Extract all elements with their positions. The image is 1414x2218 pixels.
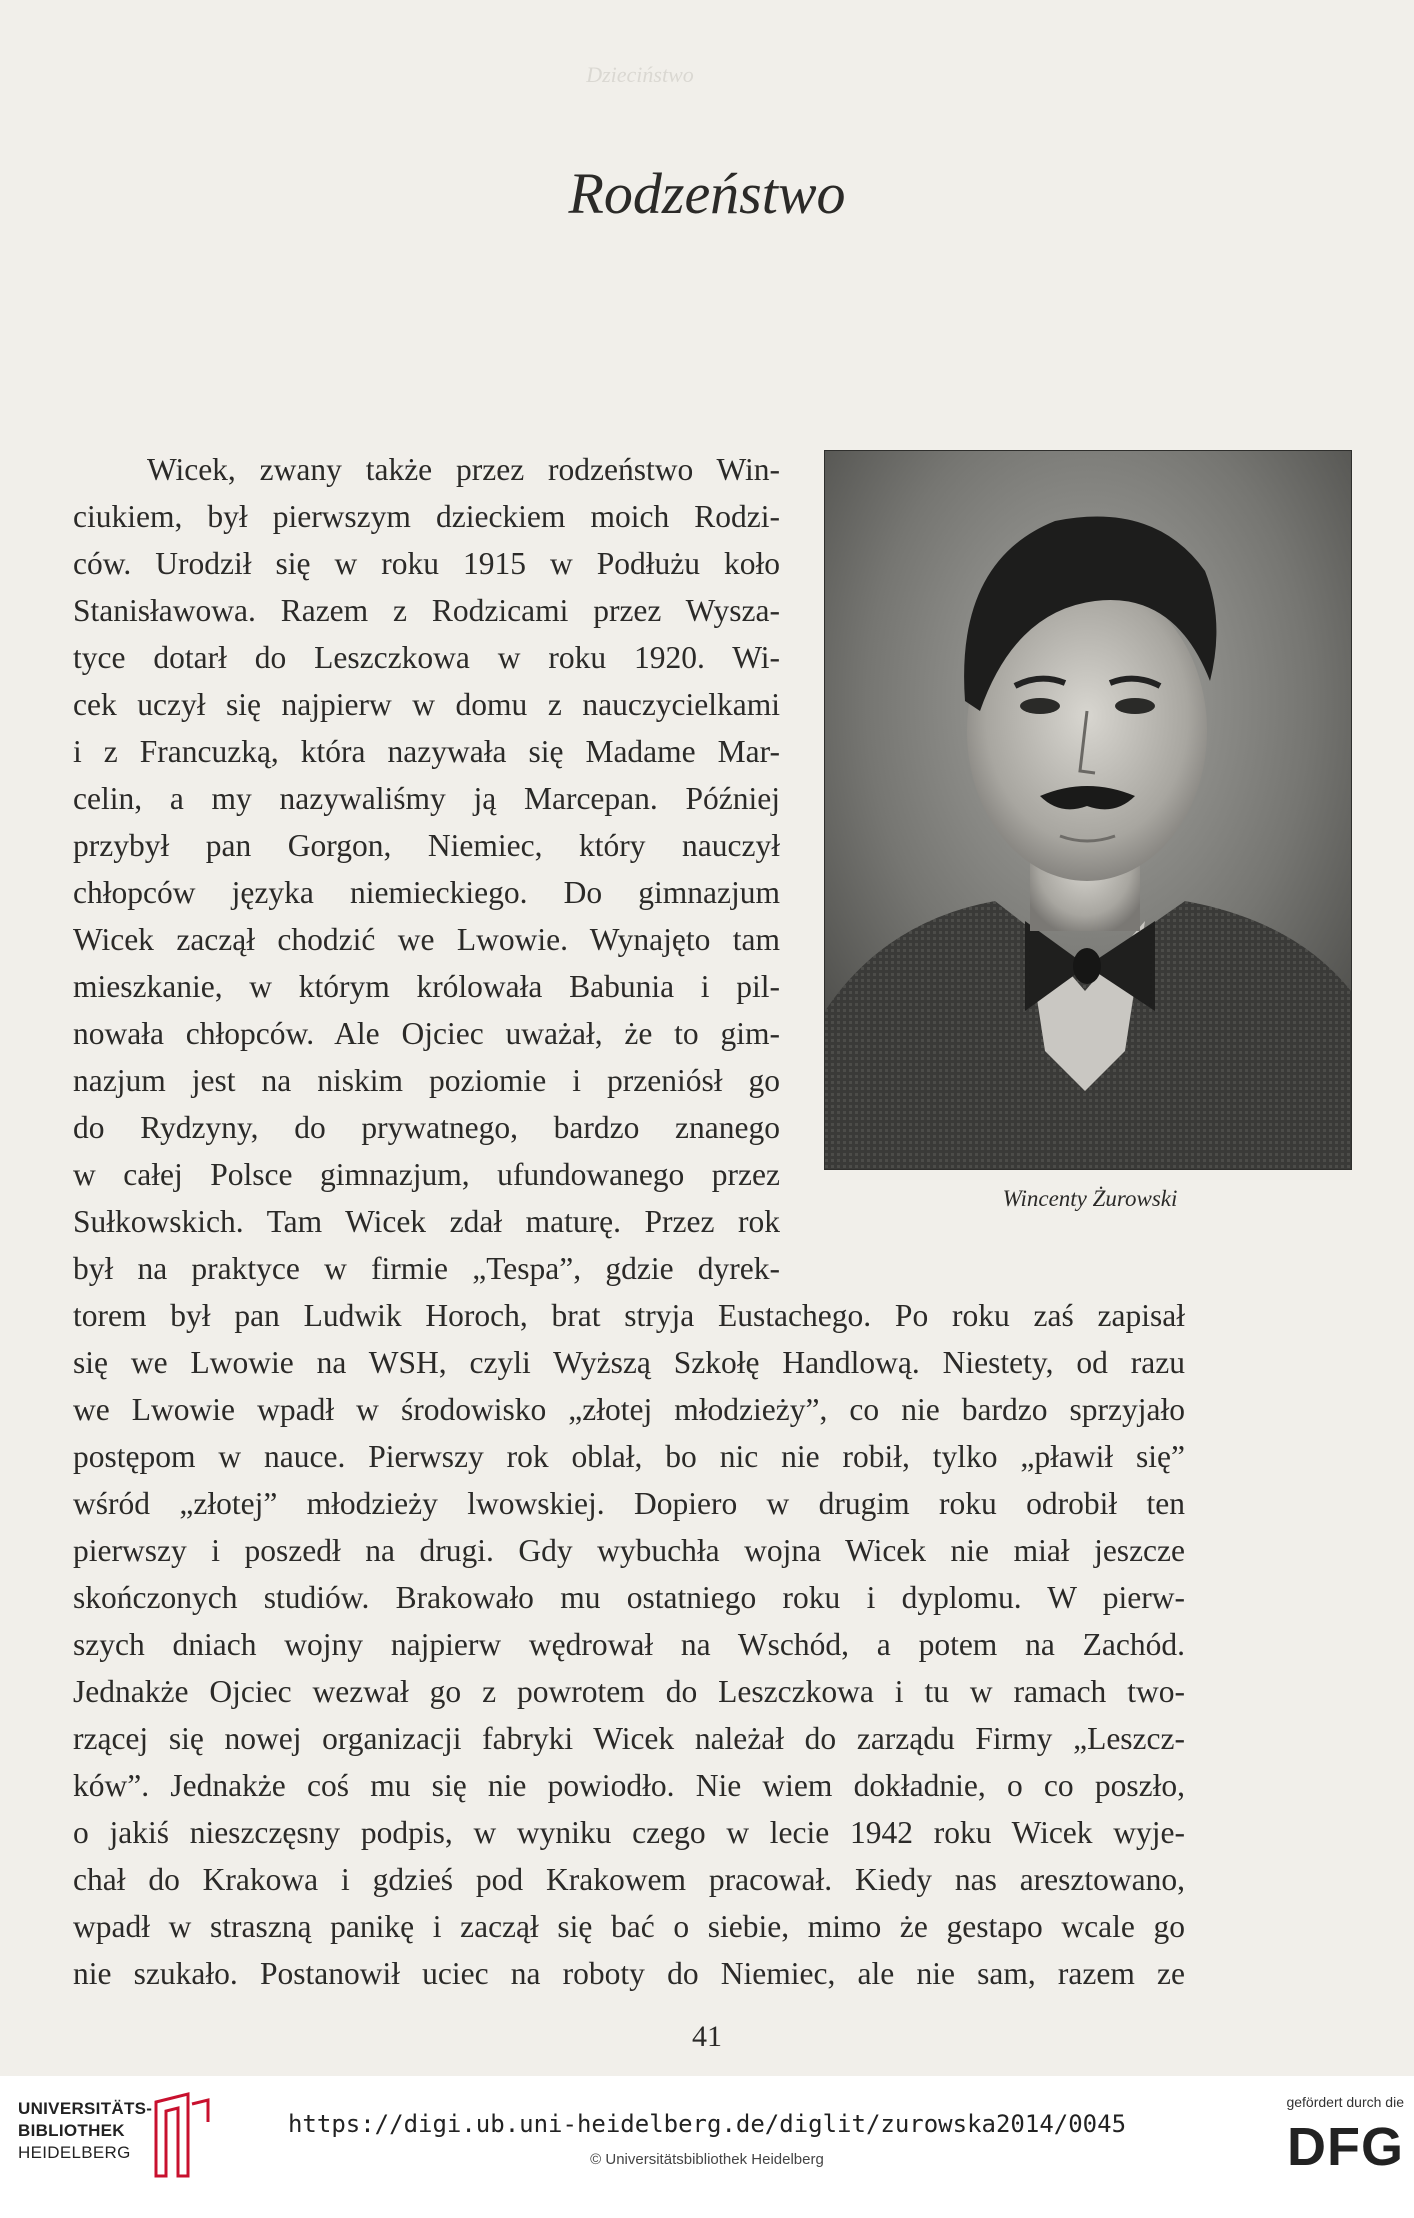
funded-by-label: gefördert durch die — [1286, 2094, 1404, 2110]
text-line: przybył pan Gorgon, Niemiec, który nauczył — [73, 828, 780, 863]
text-line: do Rydzyny, do prywatnego, bardzo znanego — [73, 1110, 780, 1145]
library-line-3: HEIDELBERG — [18, 2143, 131, 2162]
text-line: Sułkowskich. Tam Wicek zdał maturę. Przez rok — [73, 1204, 780, 1239]
paragraph-beside-photo — [73, 446, 780, 1292]
text-line: się we Lwowie na WSH, czyli Wyższą Szkołę Handlową. Niestety, od razu — [73, 1345, 1185, 1380]
library-line-2: BIBLIOTHEK — [18, 2121, 125, 2140]
text-line: cek uczył się najpierw w domu z nauczycielkami — [73, 687, 780, 722]
text-line: torem był pan Ludwik Horoch, brat stryja Eustachego. Po roku zaś zapisał — [73, 1298, 1185, 1333]
dfg-funding-logo[interactable] — [1254, 2094, 1404, 2184]
text-line: we Lwowie wpadł w środowisko „złotej młodzieży”, co nie bardzo sprzyjało — [73, 1392, 1185, 1427]
text-line: szych dniach wojny najpierw wędrował na Wschód, a potem na Zachód. — [73, 1627, 1185, 1662]
text-line: wpadł w straszną panikę i zaczął się bać o siebie, mimo że gestapo wcale go — [73, 1909, 1185, 1944]
running-head: Dzieciństwo — [586, 62, 694, 87]
text-line: w całej Polsce gimnazjum, ufundowanego przez — [73, 1157, 780, 1192]
text-line: o jakiś nieszczęsny podpis, w wyniku czego w lecie 1942 roku Wicek wyje- — [73, 1815, 1185, 1850]
text-line: chłopców języka niemieckiego. Do gimnazjum — [73, 875, 780, 910]
text-line: celin, a my nazywaliśmy ją Marcepan. Później — [73, 781, 780, 816]
text-line: nowała chłopców. Ale Ojciec uważał, że to gim- — [73, 1016, 780, 1051]
text-line: rzącej się nowej organizacji fabryki Wicek należał do zarządu Firmy „Leszcz- — [73, 1721, 1185, 1756]
text-line: i z Francuzką, która nazywała się Madame Mar- — [73, 734, 780, 769]
text-line: był na praktyce w firmie „Tespa”, gdzie dyrek- — [73, 1251, 780, 1286]
text-line: Jednakże Ojciec wezwał go z powrotem do Leszczkowa i tu w ramach two- — [73, 1674, 1185, 1709]
portrait-photo — [824, 450, 1352, 1170]
text-line: ców. Urodził się w roku 1915 w Podłużu koło — [73, 546, 780, 581]
text-line: skończonych studiów. Brakowało mu ostatniego roku i dyplomu. W pierw- — [73, 1580, 1185, 1615]
chapter-title: Rodzeństwo — [568, 161, 846, 226]
dfg-logo-mark: DFG — [1287, 2117, 1404, 2177]
text-line: nie szukało. Postanowił uciec na roboty do Niemiec, ale nie sam, razem ze — [73, 1956, 1185, 1991]
text-line: postępom w nauce. Pierwszy rok oblał, bo nic nie robił, tylko „pławił się” — [73, 1439, 1185, 1474]
text-line: Wicek, zwany także przez rodzeństwo Win- — [147, 452, 780, 487]
text-line: Wicek zaczął chodzić we Lwowie. Wynajęto tam — [73, 922, 780, 957]
paragraph-full-width — [73, 1292, 1185, 1997]
library-line-1: UNIVERSITÄTS- — [18, 2099, 153, 2118]
text-line: chał do Krakowa i gdzieś pod Krakowem pracował. Kiedy nas aresztowano, — [73, 1862, 1185, 1897]
text-line: Stanisławowa. Razem z Rodzicami przez Wysza- — [73, 593, 780, 628]
text-line: ciukiem, był pierwszym dzieckiem moich Rodzi- — [73, 499, 780, 534]
photo-caption: Wincenty Żurowski — [1002, 1186, 1178, 1211]
copyright-notice: © Universitätsbibliothek Heidelberg — [590, 2151, 824, 2168]
text-line: pierwszy i poszedł na drugi. Gdy wybuchła wojna Wicek nie miał jeszcze — [73, 1533, 1185, 1568]
text-line: wśród „złotej” młodzieży lwowskiej. Dopiero w drugim roku odrobił ten — [73, 1486, 1185, 1521]
page-number: 41 — [692, 2020, 722, 2053]
text-line: nazjum jest na niskim poziomie i przeniósł go — [73, 1063, 780, 1098]
text-line: tyce dotarł do Leszczkowa w roku 1920. Wi- — [73, 640, 780, 675]
permalink-url[interactable]: https://digi.ub.uni-heidelberg.de/diglit/zurowska2014/0045 — [287, 2110, 1127, 2138]
text-line: mieszkanie, w którym królowała Babunia i pil- — [73, 969, 780, 1004]
text-line: ków”. Jednakże coś mu się nie powiodło. Nie wiem dokładnie, o co poszło, — [73, 1768, 1185, 1803]
